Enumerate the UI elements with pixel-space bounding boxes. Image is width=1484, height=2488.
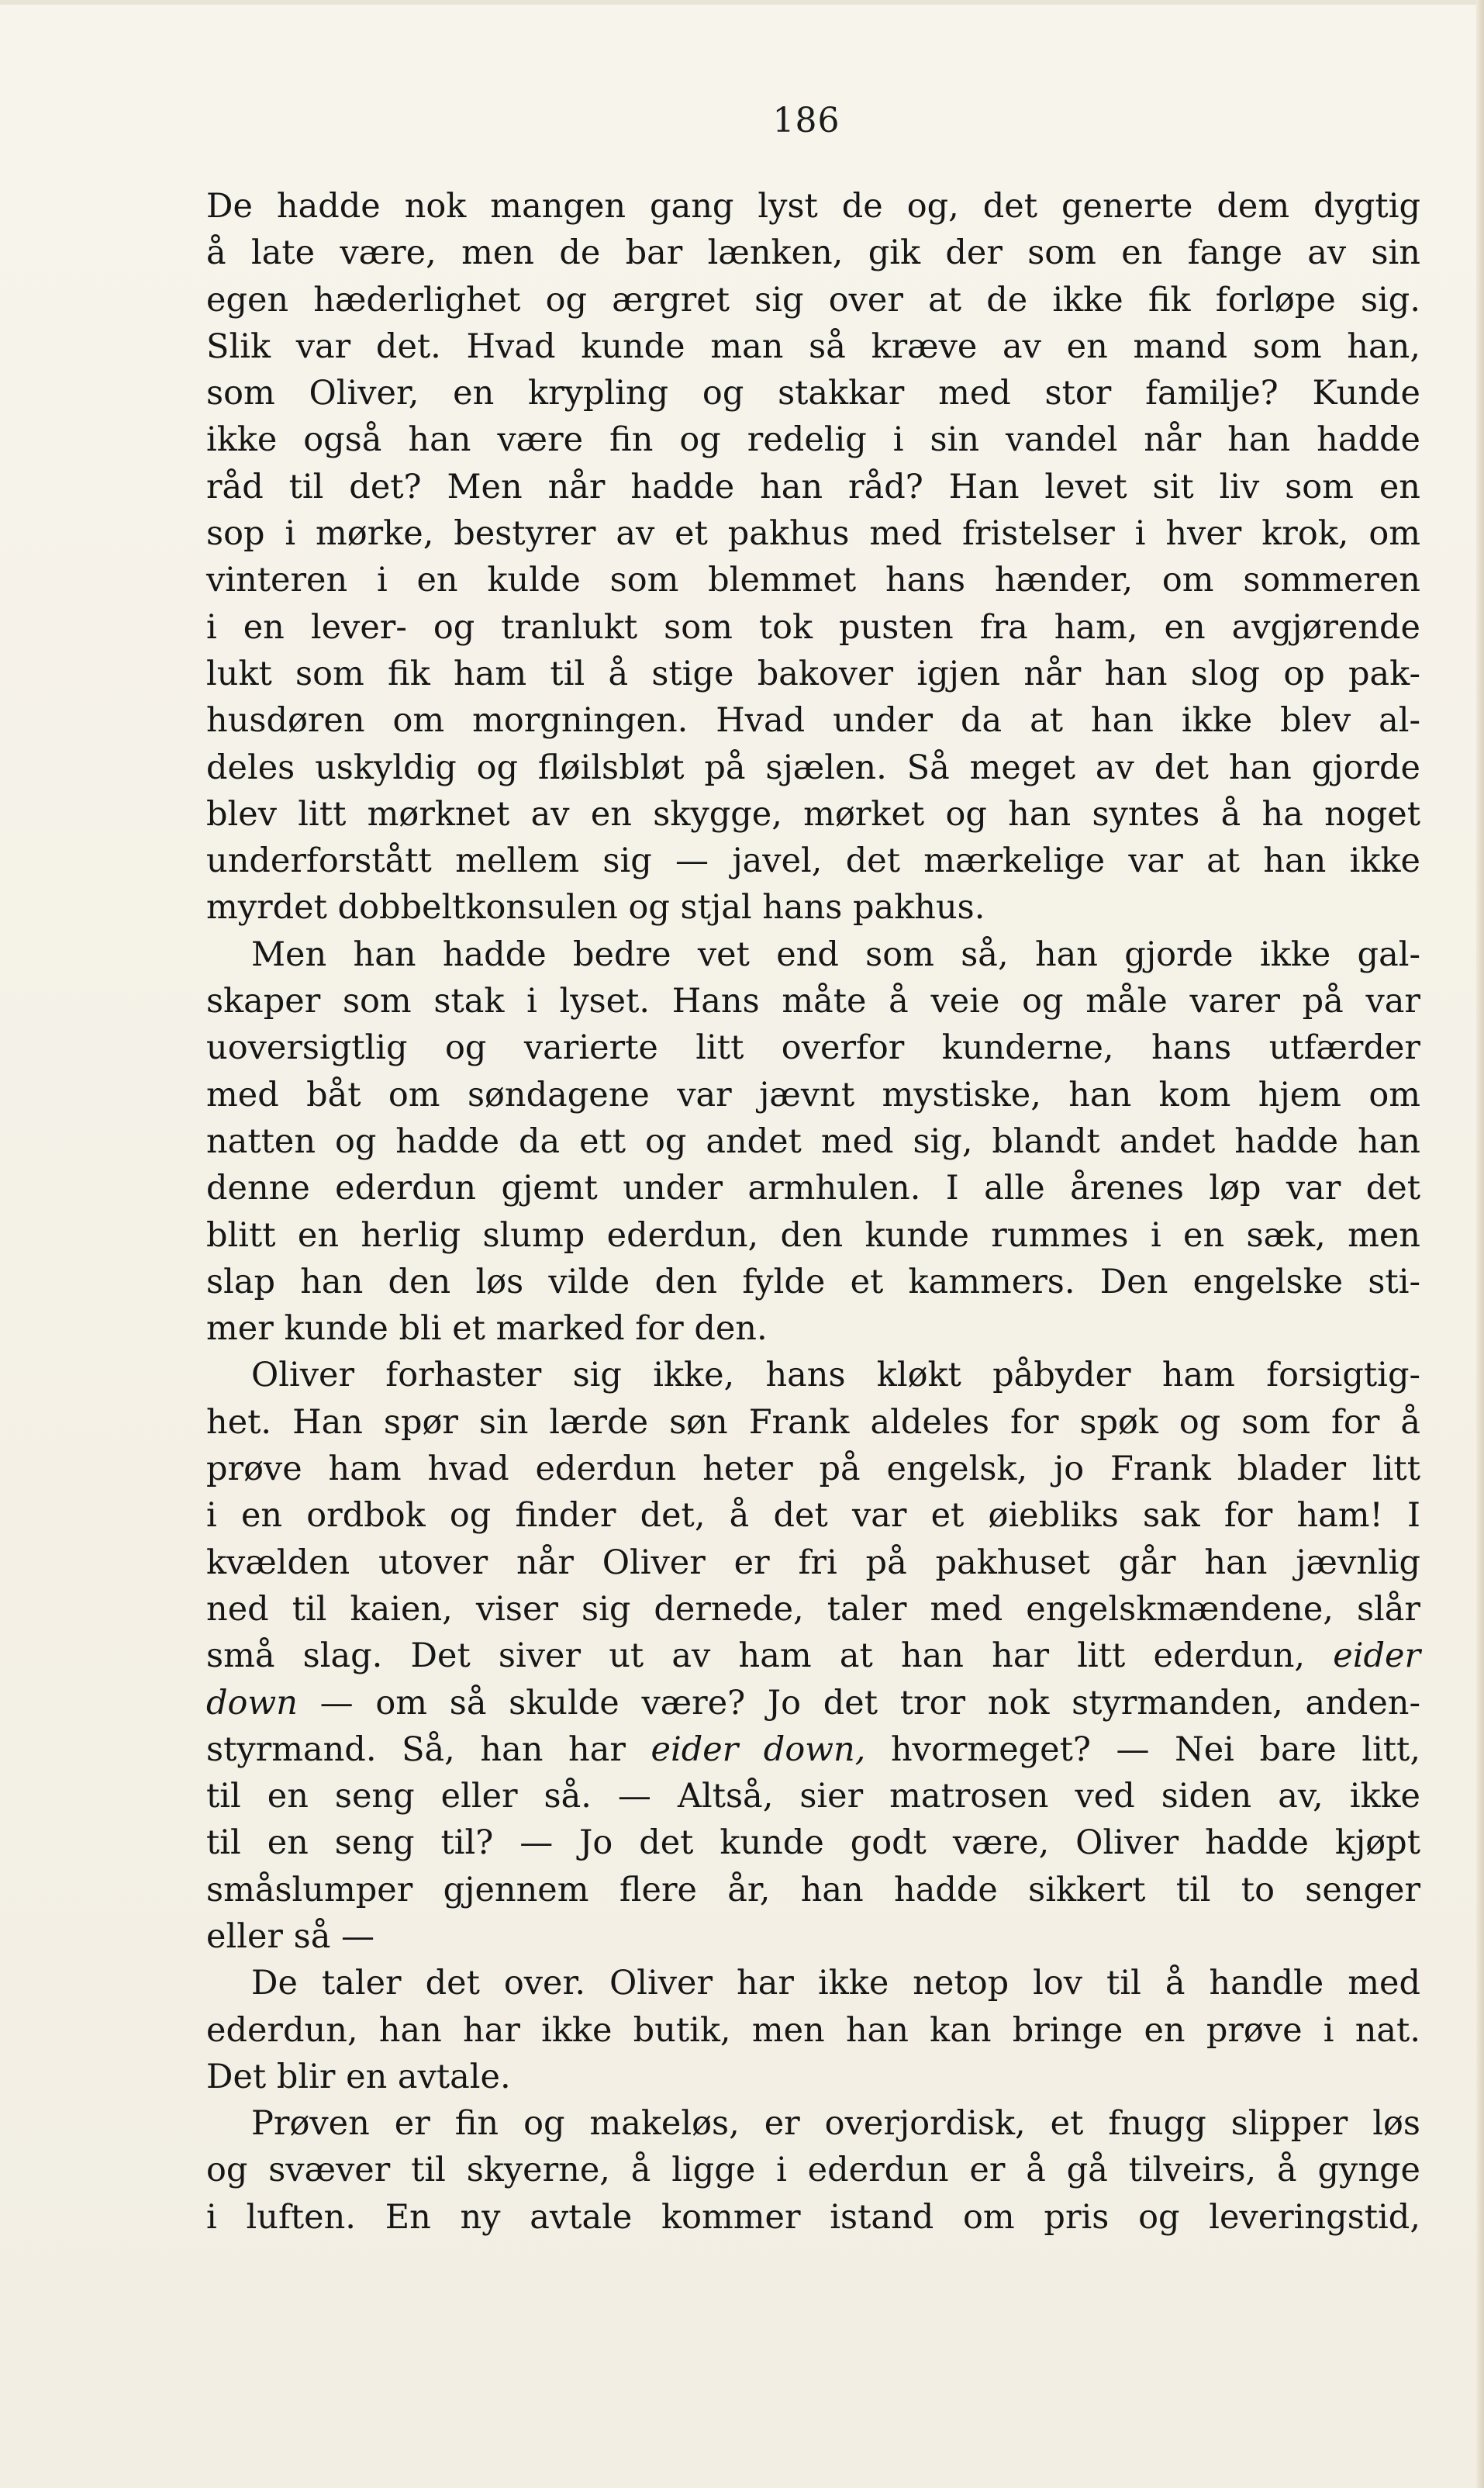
text-line: Men han hadde bedre vet end som så, han gjorde ikke gal- — [251, 935, 1420, 974]
text-line: i en ordbok og finder det, å det var et øiebliks sak for ham! I — [206, 1496, 1420, 1536]
italic-word: down — [206, 1683, 298, 1723]
text-line: deles uskyldig og fløilsbløt på sjælen. Så meget av det han gjorde — [206, 748, 1420, 787]
text-line: ederdun, han har ikke butik, men han kan bringe en prøve i nat. — [206, 2010, 1420, 2050]
text-line: i en lever- og tranlukt som tok pusten fra ham, en avgjørende — [206, 607, 1420, 647]
text-line: ikke også han være fin og redelig i sin vandel når han hadde — [206, 420, 1420, 460]
text-line: blitt en herlig slump ederdun, den kunde rummes i en sæk, men — [206, 1215, 1420, 1255]
text-line: prøve ham hvad ederdun heter på engelsk, jo Frank blader litt — [206, 1450, 1420, 1489]
text-line: eller så — — [206, 1916, 374, 1956]
text-line: uoversigtlig og varierte litt overfor kunderne, hans utfærder — [206, 1028, 1420, 1068]
paragraph-3 — [206, 1352, 1420, 1960]
text-line: myrdet dobbeltkonsulen og stjal hans pakhus. — [206, 888, 985, 928]
page-top-edge — [0, 0, 1484, 5]
text-line: egen hæderlighet og ærgret sig over at de ikke fik forløpe sig. — [206, 280, 1420, 320]
text-line-with-italic — [206, 1680, 1420, 1726]
text-line-with-italic — [206, 1726, 1420, 1773]
paragraph-1 — [206, 183, 1420, 931]
text-line: til en seng til? — Jo det kunde godt være, Oliver hadde kjøpt — [206, 1823, 1420, 1863]
text-line: å late være, men de bar lænken, gik der som en fange av sin — [206, 233, 1420, 273]
text-line: Det blir en avtale. — [206, 2057, 511, 2096]
text-line: skaper som stak i lyset. Hans måte å veie og måle varer på var — [206, 982, 1420, 1021]
text-line: Oliver forhaster sig ikke, hans kløkt påbyder ham forsigtig- — [251, 1356, 1420, 1395]
text-line: blev litt mørknet av en skygge, mørket og han syntes å ha noget — [206, 794, 1420, 834]
text-segment: hvormeget? — Nei bare litt, — [865, 1730, 1420, 1769]
page-number: 186 — [772, 101, 840, 140]
text-line: med båt om søndagene var jævnt mystiske, han kom hjem om — [206, 1075, 1420, 1114]
text-line: råd til det? Men når hadde han råd? Han levet sit liv som en — [206, 467, 1420, 506]
page-right-edge — [1476, 0, 1484, 2488]
text-line: lukt som fik ham til å stige bakover igjen når han slog op pak- — [206, 654, 1420, 693]
text-segment: styrmand. Så, han har — [206, 1730, 651, 1769]
text-line: underforstått mellem sig — javel, det mærkelige var at han ikke — [206, 841, 1420, 881]
paragraph-4 — [206, 1960, 1420, 2100]
text-line: De taler det over. Oliver har ikke netop lov til å handle med — [251, 1964, 1420, 2003]
paragraph-5 — [206, 2100, 1420, 2241]
text-line: til en seng eller så. — Altså, sier matrosen ved siden av, ikke — [206, 1777, 1420, 1816]
text-line: i luften. En ny avtale kommer istand om pris og leveringstid, — [206, 2197, 1420, 2237]
text-line: sop i mørke, bestyrer av et pakhus med fristelser i hver krok, om — [206, 514, 1420, 554]
text-line: mer kunde bli et marked for den. — [206, 1309, 768, 1349]
body-text — [206, 183, 1420, 2241]
text-line: husdøren om morgningen. Hvad under da at han ikke blev al- — [206, 701, 1420, 741]
text-line-with-italic — [206, 1633, 1420, 1679]
text-line: Prøven er fin og makeløs, er overjordisk, et fnugg slipper løs — [251, 2104, 1420, 2144]
text-line: og svæver til skyerne, å ligge i ederdun er å gå tilveirs, å gynge — [206, 2151, 1420, 2190]
text-line: Slik var det. Hvad kunde man så kræve av en mand som han, — [206, 327, 1420, 366]
italic-word: eider — [1333, 1636, 1420, 1676]
italic-phrase: eider down, — [651, 1730, 866, 1769]
text-line: denne ederdun gjemt under armhulen. I alle årenes løp var det — [206, 1169, 1420, 1208]
text-line: ned til kaien, viser sig dernede, taler med engelskmændene, slår — [206, 1589, 1420, 1629]
text-line: het. Han spør sin lærde søn Frank aldeles for spøk og som for å — [206, 1402, 1420, 1442]
paragraph-2 — [206, 931, 1420, 1353]
text-segment: — om så skulde være? Jo det tror nok styrmanden, anden- — [297, 1683, 1420, 1723]
text-line: natten og hadde da ett og andet med sig, blandt andet hadde han — [206, 1121, 1420, 1161]
text-line: småslumper gjennem flere år, han hadde sikkert til to senger — [206, 1870, 1420, 1909]
text-line: vinteren i en kulde som blemmet hans hænder, om sommeren — [206, 561, 1420, 600]
text-line: kvælden utover når Oliver er fri på pakhuset går han jævnlig — [206, 1543, 1420, 1582]
text-segment: små slag. Det siver ut av ham at han har litt ederdun, — [206, 1636, 1334, 1676]
text-line: som Oliver, en krypling og stakkar med stor familje? Kunde — [206, 374, 1420, 413]
text-line: slap han den løs vilde den fylde et kammers. Den engelske sti- — [206, 1262, 1420, 1301]
text-line: De hadde nok mangen gang lyst de og, det generte dem dygtig — [206, 187, 1420, 226]
